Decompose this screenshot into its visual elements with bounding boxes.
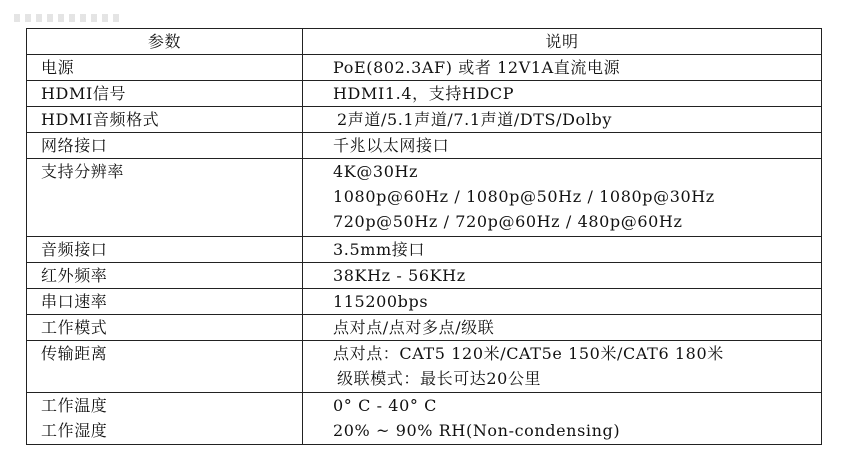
row-value: 点对点：CAT5 120米/CAT5e 150米/CAT6 180米 — [333, 344, 724, 363]
row-value: 3.5mm接口 — [333, 240, 425, 259]
table-row — [27, 263, 822, 289]
row-key: 工作模式 — [41, 318, 108, 337]
table-row — [27, 107, 822, 133]
row-value: 级联模式：最长可达20公里 — [337, 369, 542, 388]
row-value: 20% ~ 90% RH(Non-condensing) — [333, 421, 621, 440]
header-param: 参数 — [27, 29, 303, 55]
table-header-row — [27, 29, 822, 55]
row-key: HDMI音频格式 — [41, 110, 160, 129]
table-row — [27, 315, 822, 341]
row-key: 串口速率 — [41, 292, 108, 311]
spec-table — [26, 28, 822, 445]
row-value: 0° C - 40° C — [333, 396, 437, 415]
table-row — [27, 341, 822, 393]
row-value: 千兆以太网接口 — [333, 136, 450, 155]
row-key: 红外频率 — [41, 266, 108, 285]
table-row — [27, 393, 822, 445]
row-key: 网络接口 — [41, 136, 108, 155]
row-key: 工作湿度 — [41, 421, 108, 440]
row-value: 点对点/点对多点/级联 — [333, 318, 495, 337]
row-value: 115200bps — [333, 292, 429, 311]
row-key: HDMI信号 — [41, 84, 127, 103]
row-key: 电源 — [41, 58, 75, 77]
row-key: 支持分辨率 — [41, 162, 125, 181]
row-value: 4K@30Hz — [333, 162, 419, 181]
row-value: 720p@50Hz / 720p@60Hz / 480p@60Hz — [333, 212, 683, 231]
table-row — [27, 133, 822, 159]
row-value: PoE(802.3AF) 或者 12V1A直流电源 — [333, 58, 621, 77]
table-row — [27, 289, 822, 315]
table-row — [27, 159, 822, 237]
table-row — [27, 81, 822, 107]
row-key: 音频接口 — [41, 240, 108, 259]
row-key: 工作温度 — [41, 396, 108, 415]
row-value: HDMI1.4，支持HDCP — [333, 84, 515, 103]
header-smudge — [14, 14, 124, 22]
row-value: 2声道/5.1声道/7.1声道/DTS/Dolby — [337, 110, 612, 129]
header-desc: 说明 — [303, 29, 822, 55]
table-row — [27, 55, 822, 81]
row-key: 传输距离 — [41, 344, 108, 363]
table-row — [27, 237, 822, 263]
row-value: 38KHz - 56KHz — [333, 266, 466, 285]
row-value: 1080p@60Hz / 1080p@50Hz / 1080p@30Hz — [333, 187, 715, 206]
